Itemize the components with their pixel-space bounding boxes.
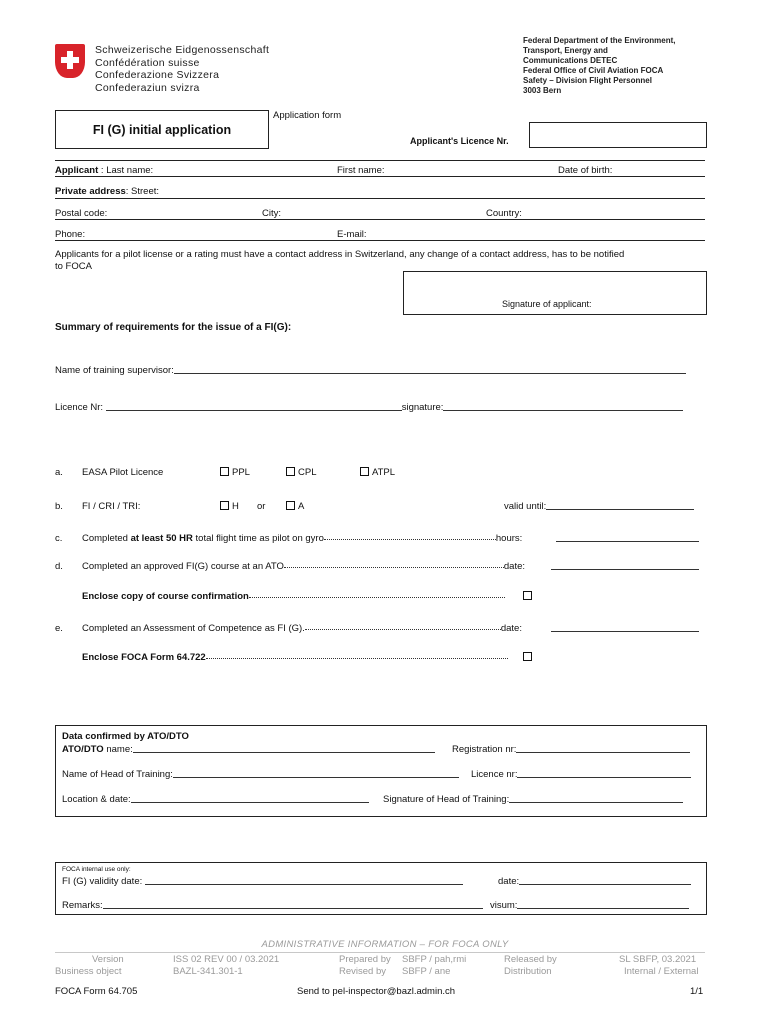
foca-date-field[interactable] [498,876,691,887]
form-title: FI (G) initial application [55,110,269,149]
atpl-label: ATPL [372,467,396,478]
course-confirmation-row [82,591,505,602]
city-field[interactable]: City: [262,208,281,219]
country-field[interactable]: Country: [486,208,522,219]
checkbox-icon [220,467,229,476]
item-c-label [82,533,522,544]
ato-licence-label: Licence nr: [471,769,518,780]
signature-line [443,410,683,411]
or-label: or [257,501,266,512]
validity-date-line [145,884,463,885]
confederation-name [95,44,269,94]
cpl-label: CPL [298,467,317,478]
a-checkbox[interactable] [286,501,304,512]
item-c-letter: c. [55,533,63,544]
dotted-leader [305,629,501,630]
dotted-leader [324,539,496,540]
valid-until-field[interactable] [504,501,694,512]
checkbox-icon [360,467,369,476]
item-e-label [82,623,522,634]
e-date-field[interactable] [551,623,699,634]
item-b-letter: b. [55,501,63,512]
foca-form-checkbox[interactable] [523,652,535,663]
supervisor-line [174,373,686,374]
signature-label: Signature of applicant: [502,299,592,309]
confederation-it: Confederazione Svizzera [95,69,220,81]
registration-field[interactable] [452,744,690,755]
licence-label: Applicant's Licence Nr. [410,136,509,146]
validity-date-field[interactable] [62,876,463,887]
remarks-line [103,908,483,909]
hours-field[interactable] [556,533,699,544]
ppl-checkbox[interactable] [220,467,250,478]
licence-nr-field[interactable] [55,402,683,413]
course-confirmation-label: Enclose copy of course confirmation [82,591,249,602]
street-label: : Street: [125,186,160,197]
head-training-label: Name of Head of Training: [62,769,173,780]
row-rule [55,240,705,241]
row-rule [55,219,705,220]
foca-internal-label: FOCA internal use only: [62,866,131,873]
private-address-label: Private address [55,186,126,197]
head-signature-label: Signature of Head of Training: [383,794,510,805]
foca-date-label: date: [498,876,520,887]
location-date-line [131,802,369,803]
hours-line [556,541,699,542]
send-to-email[interactable]: Send to pel-inspector@bazl.admin.ch [297,986,456,997]
h-label: H [232,501,239,512]
location-date-field[interactable] [62,794,369,805]
item-e-letter: e. [55,623,63,634]
foca-form-row [82,652,508,663]
supervisor-signature-label: signature: [401,402,444,413]
head-signature-line [509,802,683,803]
last-name-label: : Last name: [100,165,154,176]
d-date-field[interactable] [551,561,699,572]
registration-line [516,752,690,753]
head-training-line [173,777,459,778]
dept-line: Federal Office of Civil Aviation FOCA [523,66,664,75]
visum-label: visum: [490,900,518,911]
admin-divider [55,952,705,953]
item-a-label: EASA Pilot Licence [82,467,164,478]
confederation-de: Schweizerische Eidgenossenschaft [95,44,270,56]
street-field[interactable] [55,186,159,197]
ato-licence-field[interactable] [471,769,691,780]
item-a-letter: a. [55,467,63,478]
row-rule [55,198,705,199]
c-text: total flight time as pilot on gyro [192,533,324,544]
requirements-heading: Summary of requirements for the issue of a FI(G): [55,322,292,333]
date-label: date: [500,623,522,634]
d-text: Completed an approved FI(G) course at an ATO [82,561,284,572]
location-date-label: Location & date: [62,794,131,805]
remarks-label: Remarks: [62,900,103,911]
row-rule [55,176,705,177]
ato-licence-line [517,777,691,778]
valid-until-line [546,509,694,510]
checkbox-icon [523,652,532,661]
version-label: Version [92,954,124,965]
form-number: FOCA Form 64.705 [55,986,138,997]
ato-label: ATO/DTO [62,744,104,755]
a-label: A [298,501,305,512]
application-form-label: Application form [273,110,342,121]
ato-heading: Data confirmed by ATO/DTO [62,731,189,742]
dept-line: Safety – Division Flight Personnel [523,76,652,85]
dotted-leader [284,567,504,568]
ato-name-field[interactable] [62,744,435,755]
c-text: Completed [82,533,131,544]
checkbox-icon [523,591,532,600]
prepared-label: Prepared by [339,954,391,965]
checkbox-icon [286,501,295,510]
licence-nr-label: Licence Nr: [55,402,104,413]
applicant-label: Applicant [55,165,99,176]
last-name-field[interactable] [55,165,153,176]
revised-value: SBFP / ane [402,966,451,977]
dept-line: Federal Department of the Environment, [523,36,676,45]
date-line [551,569,699,570]
dept-line: Transport, Energy and [523,46,608,55]
foca-date-line [519,884,691,885]
first-name-field[interactable]: First name: [337,165,385,176]
visum-field[interactable] [490,900,689,911]
postal-code-field[interactable]: Postal code: [55,208,108,219]
checkbox-icon [286,467,295,476]
supervisor-field[interactable] [55,365,686,376]
validity-date-label: FI (G) validity date: [62,876,143,887]
dept-line: 3003 Bern [523,86,562,95]
licence-nr-line [106,410,402,411]
phone-field[interactable]: Phone: [55,229,86,240]
ato-name-label: name: [103,744,133,755]
distribution-label: Distribution [504,966,552,977]
ppl-label: PPL [232,467,250,478]
released-value: SL SBFP, 03.2021 [619,954,697,965]
c-hours-bold: at least 50 HR [130,533,193,544]
item-d-letter: d. [55,561,63,572]
atpl-checkbox[interactable] [360,467,395,478]
confederation-fr: Confédération suisse [95,56,200,69]
swiss-cross-logo [55,44,85,78]
dept-line: Communications DETEC [523,56,618,65]
e-text: Completed an Assessment of Competence as FI (G). [82,623,305,634]
business-value: BAZL-341.301-1 [173,966,243,977]
page-number: 1/1 [690,986,704,997]
supervisor-label: Name of training supervisor: [55,365,174,376]
licence-number-field[interactable] [529,122,707,148]
department-address [523,36,675,96]
head-signature-field[interactable] [383,794,683,805]
ato-name-line [133,752,435,753]
email-field[interactable]: E-mail: [337,229,367,240]
version-value: ISS 02 REV 00 / 03.2021 [173,954,280,965]
item-b-label: FI / CRI / TRI: [82,501,141,512]
valid-until-label: valid until: [504,501,547,512]
top-rule [55,160,705,161]
dotted-leader [249,597,505,598]
visum-line [517,908,689,909]
registration-label: Registration nr: [452,744,517,755]
released-label: Released by [504,954,557,965]
prepared-value: SBFP / pah,rmi [402,954,467,965]
dotted-leader [206,658,508,659]
hours-label: hours: [495,533,523,544]
contact-notice-cont: to FOCA [55,261,92,272]
revised-label: Revised by [339,966,386,977]
h-checkbox[interactable] [220,501,239,512]
contact-notice: Applicants for a pilot license or a rating must have a contact address in Switzerland, any change of a contact address, has to be notified [55,249,625,260]
head-training-field[interactable] [62,769,459,780]
date-label: date: [503,561,526,572]
item-d-label [82,561,525,572]
distribution-value: Internal / External [624,966,699,977]
admin-heading: ADMINISTRATIVE INFORMATION – FOR FOCA ONLY [261,939,509,950]
cpl-checkbox[interactable] [286,467,316,478]
business-label: Business object [55,966,122,977]
date-line [551,631,699,632]
foca-form-label: Enclose FOCA Form 64.722 [82,652,206,663]
confederation-rm: Confederaziun svizra [95,81,200,94]
checkbox-icon [220,501,229,510]
remarks-field[interactable] [62,900,483,911]
course-confirmation-checkbox[interactable] [523,591,535,602]
dob-field[interactable]: Date of birth: [558,165,613,176]
